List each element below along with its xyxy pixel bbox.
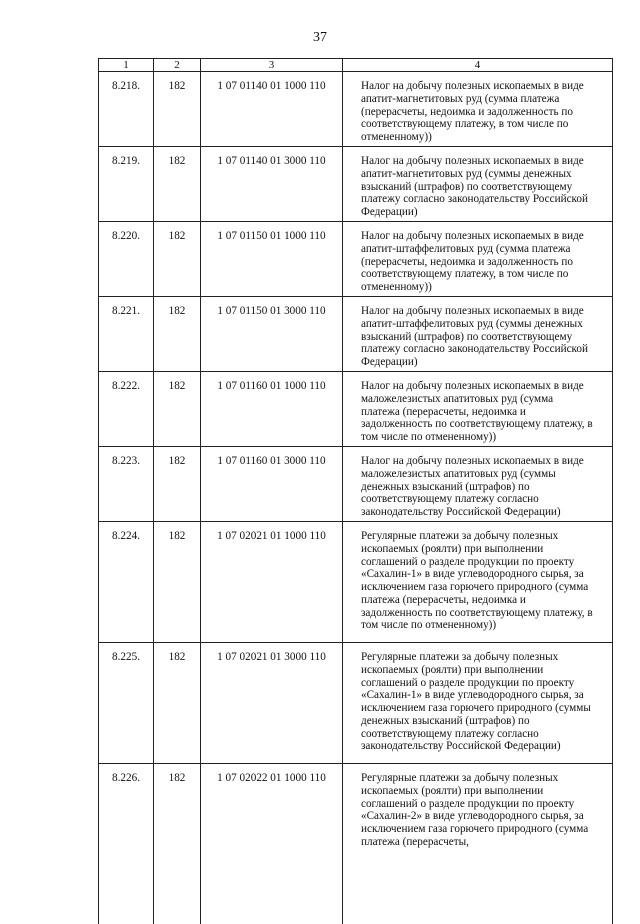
income-description-cell <box>343 72 613 147</box>
income-description: Налог на добычу полезных ископаемых в виде апатит-штаффелитовых руд (сумма платежа (перерасчеты, недоимка и задолженность по соответствующему платежу, в том числе по отмененному)) <box>361 229 584 294</box>
admin-code: 182 <box>154 146 201 221</box>
budget-code: 1 07 01140 01 3000 110 <box>201 146 343 221</box>
row-number: 8.220. <box>99 221 154 296</box>
income-description: Налог на добычу полезных ископаемых в виде маложелезистых апатитовых руд (сумма платежа (перерасчеты, недоимка и задолженность по соответствующему платежу, в том числе по отмененному)) <box>361 379 593 444</box>
row-number: 8.218. <box>99 72 154 147</box>
admin-code: 182 <box>154 221 201 296</box>
income-description-cell <box>343 371 613 446</box>
income-description-cell <box>343 521 613 642</box>
budget-code: 1 07 01160 01 3000 110 <box>201 446 343 521</box>
header-col-2: 2 <box>154 59 201 72</box>
income-description: Регулярные платежи за добычу полезных ископаемых (роялти) при выполнении соглашений о разделе продукции по проекту «Сахалин-2» в виде углеводородного сырья, за исключением газа горючего природного (сумма платежа (перерасчеты, <box>361 771 589 848</box>
budget-code: 1 07 01160 01 1000 110 <box>201 371 343 446</box>
table-row <box>99 146 613 221</box>
header-col-4: 4 <box>343 59 613 72</box>
income-description-cell <box>343 763 613 924</box>
table-row <box>99 371 613 446</box>
income-description: Налог на добычу полезных ископаемых в виде маложелезистых апатитовых руд (суммы денежных взысканий (штрафов) по соответствующему платежу согласно законодательству Российской Федерации) <box>361 454 584 519</box>
income-description-cell <box>343 642 613 763</box>
page-number: 37 <box>313 30 327 45</box>
income-description-cell <box>343 446 613 521</box>
table-row <box>99 521 613 642</box>
income-description: Налог на добычу полезных ископаемых в виде апатит-магнетитовых руд (сумма платежа (перерасчеты, недоимка и задолженность по соответствующему платежу, в том числе по отмененному)) <box>361 80 584 144</box>
budget-code: 1 07 01140 01 1000 110 <box>201 72 343 147</box>
income-description: Налог на добычу полезных ископаемых в виде апатит-штаффелитовых руд (суммы денежных взысканий (штрафов) по соответствующему платежу согласно законодательству Российской Федерации) <box>361 304 588 369</box>
income-description-cell <box>343 221 613 296</box>
income-description: Регулярные платежи за добычу полезных ископаемых (роялти) при выполнении соглашений о разделе продукции по проекту «Сахалин-1» в виде углеводородного сырья, за исключением газа горючего природного (сумма платежа (перерасчеты, недоимка и задолженность по соответствующему платежу, в том числе по отмененному)) <box>361 529 593 632</box>
budget-code: 1 07 02021 01 3000 110 <box>201 642 343 763</box>
admin-code: 182 <box>154 446 201 521</box>
row-number: 8.225. <box>99 642 154 763</box>
budget-code: 1 07 01150 01 1000 110 <box>201 221 343 296</box>
income-description: Регулярные платежи за добычу полезных ископаемых (роялти) при выполнении соглашений о разделе продукции по проекту «Сахалин-1» в виде углеводородного сырья, за исключением газа горючего природного (суммы денежных взысканий (штрафов) по соответствующему платежу согласно законодательству Российской Федерации) <box>361 650 591 753</box>
table-row <box>99 221 613 296</box>
admin-code: 182 <box>154 371 201 446</box>
table-row <box>99 296 613 371</box>
header-col-1: 1 <box>99 59 154 72</box>
row-number: 8.223. <box>99 446 154 521</box>
row-number: 8.219. <box>99 146 154 221</box>
budget-classification-table <box>98 58 613 924</box>
budget-code: 1 07 01150 01 3000 110 <box>201 296 343 371</box>
income-description: Налог на добычу полезных ископаемых в виде апатит-магнетитовых руд (суммы денежных взысканий (штрафов) по соответствующему платежу согласно законодательству Российской Федерации) <box>361 154 588 219</box>
budget-code: 1 07 02022 01 1000 110 <box>201 763 343 924</box>
table-row <box>99 446 613 521</box>
admin-code: 182 <box>154 763 201 924</box>
row-number: 8.221. <box>99 296 154 371</box>
table-row <box>99 642 613 763</box>
budget-code: 1 07 02021 01 1000 110 <box>201 521 343 642</box>
table-row <box>99 72 613 147</box>
income-description-cell <box>343 296 613 371</box>
admin-code: 182 <box>154 521 201 642</box>
row-number: 8.222. <box>99 371 154 446</box>
income-description-cell <box>343 146 613 221</box>
row-number: 8.224. <box>99 521 154 642</box>
header-col-3: 3 <box>201 59 343 72</box>
table-row <box>99 763 613 924</box>
row-number: 8.226. <box>99 763 154 924</box>
admin-code: 182 <box>154 72 201 147</box>
table-header-row <box>99 59 613 72</box>
admin-code: 182 <box>154 296 201 371</box>
admin-code: 182 <box>154 642 201 763</box>
